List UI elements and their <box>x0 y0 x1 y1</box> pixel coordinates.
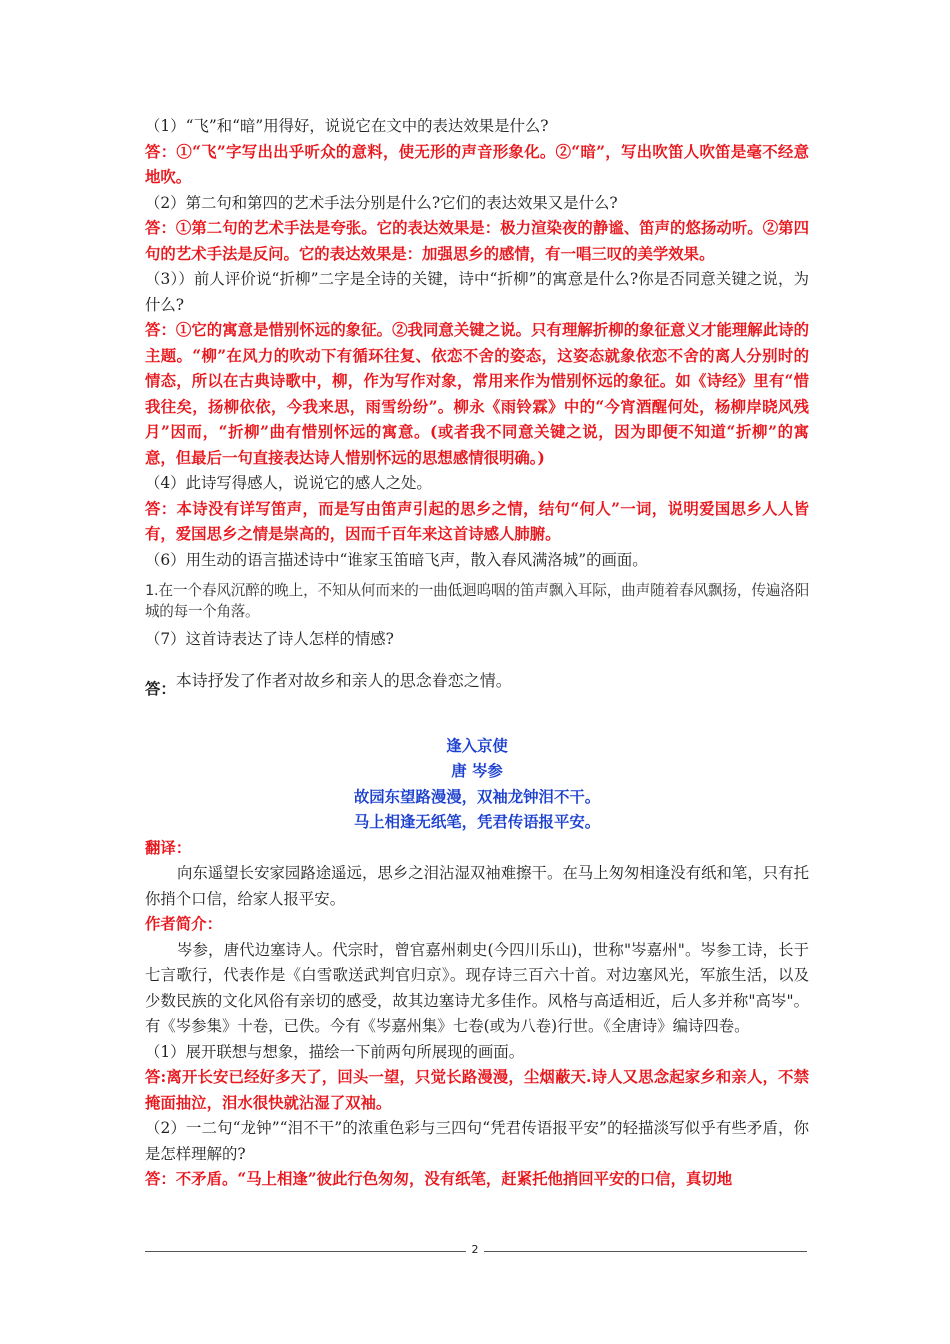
page-number: 2 <box>466 1243 484 1256</box>
question-4: （4）此诗写得感人，说说它的感人之处。 <box>145 474 432 492</box>
answer-6: 1.在一个春风沉醉的晚上，不知从何而来的一曲低迴呜咽的笛声飘入耳际，曲声随着春风飘扬，传遍洛阳城的每一个角落。 <box>145 582 809 620</box>
poem-title: 逢入京使 <box>446 736 508 755</box>
answer-7-text: 本诗抒发了作者对故乡和亲人的思念眷恋之情。 <box>175 670 512 690</box>
poem-line-1: 故园东望路漫漫，双袖龙钟泪不干。 <box>353 787 601 806</box>
page-content <box>145 114 809 1193</box>
answer-7-label: 答： <box>145 679 176 698</box>
question-7: （7）这首诗表达了诗人怎样的情感? <box>145 630 394 648</box>
answer-7 <box>145 669 809 701</box>
poem-author: 唐 岑参 <box>451 762 503 780</box>
answer-3: 答：①它的寓意是惜别怀远的象征。②我同意关键之说。只有理解折柳的象征意义才能理解此诗的主题。“柳”在风力的吹动下有循环往复、依恋不舍的姿态，这姿态就象依恋不舍的离人分别时的情态，所以在古典诗歌中，柳，作为写作对象，常用来作为惜别怀远的象征。如《诗经》里有“惜我往矣，扬柳依依，今我来思，雨雪纷纷”。柳永《雨铃霖》中的“今宵酒醒何处，杨柳岸晓风残月”因而，“折柳”曲有惜别怀远的寓意。(或者我不同意关键之说，因为即便不知道“折柳”的寓意，但最后一句直接表达诗人惜别怀远的思想感情很明确。) <box>145 321 809 467</box>
answer-2: 答：①第二句的艺术手法是夸张。它的表达效果是：极力渲染夜的静谧、笛声的悠扬动听。②第四句的艺术手法是反问。它的表达效果是：加强思乡的感情，有一唱三叹的美学效果。 <box>145 219 809 263</box>
question-3: （3））前人评价说“折柳”二字是全诗的关键，诗中“折柳”的寓意是什么?你是否同意关键之说，为什么? <box>145 270 809 314</box>
question-2: （2）第二句和第四的艺术手法分别是什么?它们的表达效果又是什么? <box>145 193 618 212</box>
question-1: （1）“飞”和“暗”用得好，说说它在文中的表达效果是什么? <box>145 117 549 135</box>
translation-label: 翻译： <box>145 838 192 857</box>
poem-question-1: （1）展开联想与想象，描绘一下前两句所展现的画面。 <box>145 1042 525 1061</box>
answer-4: 答：本诗没有详写笛声，而是写由笛声引起的思乡之情，结句“何人”一词，说明爱国思乡人人皆有，爱国思乡之情是崇高的，因而千百年来这首诗感人肺腑。 <box>145 499 809 543</box>
answer-1: 答：①“飞”字写出出乎听众的意料，使无形的声音形象化。②“暗”，写出吹笛人吹笛是毫不经意地吹。 <box>145 142 809 186</box>
poem-answer-1: 答:离开长安已经好多天了，回头一望，只觉长路漫漫，尘烟蔽天.诗人又思念起家乡和亲人，不禁掩面抽泣，泪水很快就沾湿了双袖。 <box>145 1068 809 1112</box>
question-6: （6）用生动的语言描述诗中“谁家玉笛暗飞声，散入春风满洛城”的画面。 <box>145 550 648 569</box>
translation-text: 向东遥望长安家园路途遥远，思乡之泪沾湿双袖难擦干。在马上匆匆相逢没有纸和笔，只有托你捎个口信，给家人报平安。 <box>145 864 809 908</box>
poem-answer-2: 答：不矛盾。“马上相逢”彼此行色匆匆，没有纸笔，赶紧托他捎回平安的口信，真切地 <box>145 1170 733 1188</box>
author-intro-label: 作者简介： <box>145 915 222 933</box>
poem-question-2: （2）一二句“龙钟”“泪不干”的浓重色彩与三四句“凭君传语报平安”的轻描淡写似乎有些矛盾，你是怎样理解的? <box>145 1119 809 1163</box>
poem-line-2: 马上相逢无纸笔，凭君传语报平安。 <box>353 813 601 831</box>
author-intro-text: 岑参，唐代边塞诗人。代宗时，曾官嘉州刺史(今四川乐山)，世称"岑嘉州"。岑参工诗，长于七言歌行，代表作是《白雪歌送武判官归京》。现存诗三百六十首。对边塞风光，军旅生活，以及少数民族的文化风俗有亲切的感受，故其边塞诗尤多佳作。风格与高适相近，后人多并称"高岑"。有《岑参集》十卷，已佚。今有《岑嘉州集》七卷(或为八卷)行世。《全唐诗》编诗四卷。 <box>145 940 809 1035</box>
